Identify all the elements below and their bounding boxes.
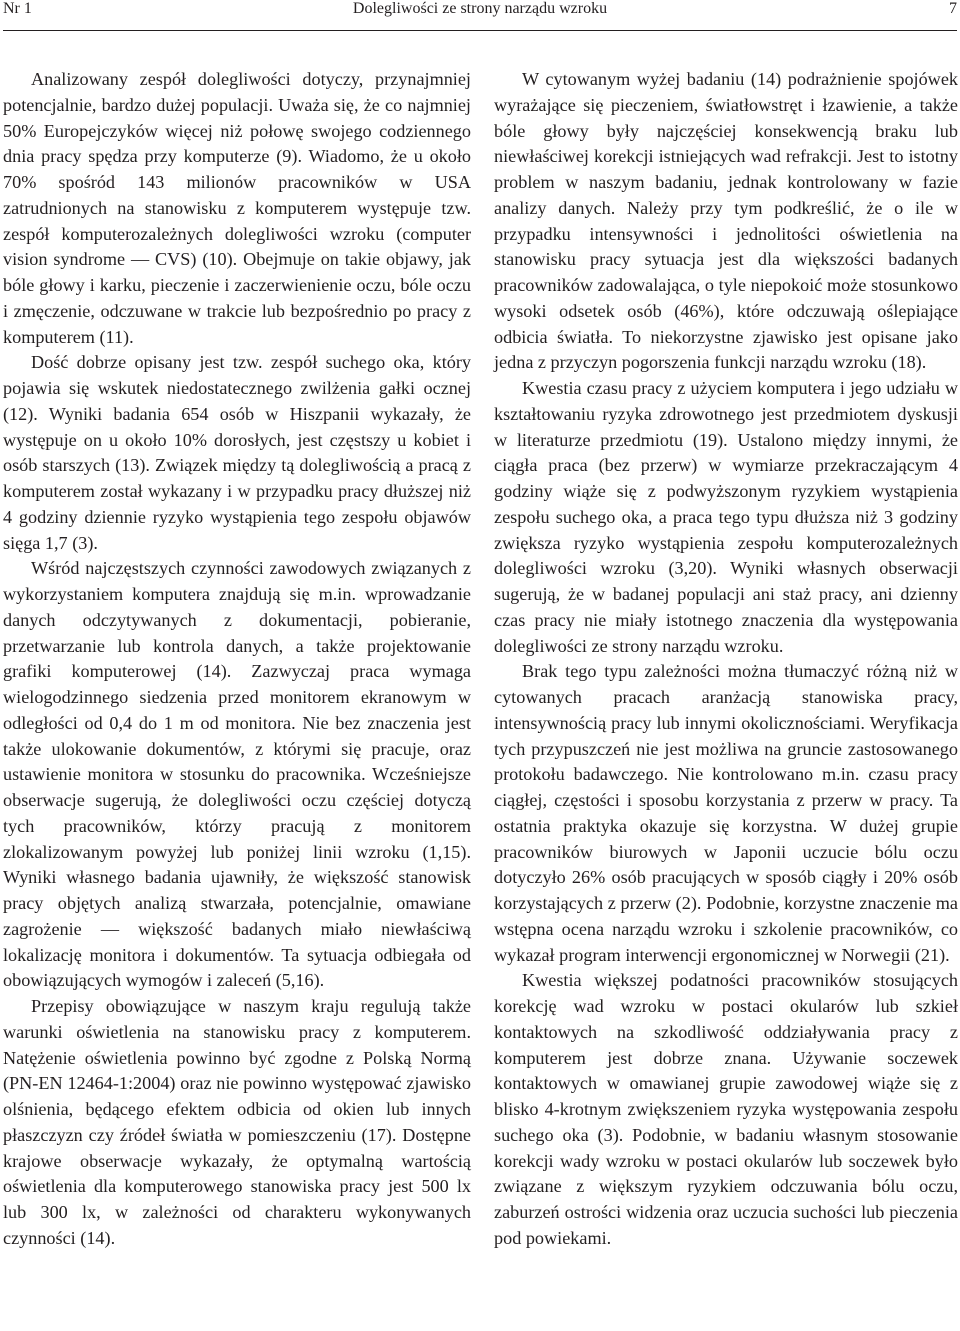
paragraph: Kwestia większej podatności pracowników stosujących korekcję wad wzroku w postaci okularów lub szkieł kontaktowych na szkodliwość oddziaływania pracy z komputerem jest dobrze znana. Używanie soczewek kontaktowych w omawianej grupie zawodowej wiąże się z blisko 4-krotnym zwiększeniem ryzyka występowania zespołu suchego oka (3). Podobnie, w badaniu własnym stosowanie korekcji wady wzroku w postaci okularów lub soczewek było związane z większym ryzykiem odczuwania bólu oczu, zaburzeń ostrości widzenia oraz uczucia suchości lub pieczenia pod powiekami. [494, 970, 958, 1248]
paragraph: W cytowanym wyżej badaniu (14) podrażnienie spojówek wyrażające się pieczeniem, światłowstręt i łzawienie, a także bóle głowy były najczęściej konsekwencją braku lub niewłaściwej korekcji istniejących wad refrakcji. Jest to istotny problem w naszym badaniu, jednak kontrolowany w fazie analizy danych. Należy przy tym podkreślić, że o ile w przypadku intensywności i jednolitości oświetlenia na stanowisku pracy sytuacja jest dla większości badanych pracowników zadowalająca, o tyle niepokoić może stosunkowo wysoki odsetek osób (46%), które odczuwają oślepiające odbicia światła. To niekorzystne zjawisko jest opisane jako jedna z przyczyn pogorszenia funkcji narządu wzroku (18). [494, 69, 958, 373]
right-column [494, 67, 958, 1252]
left-column [3, 67, 471, 1252]
paragraph: Wśród najczęstszych czynności zawodowych związanych z wykorzystaniem komputera znajdują się m.in. wprowadzanie danych odczytywanych z dokumentacji, pobieranie, przetwarzanie lub kontrola danych, a także projektowanie grafiki komputerowej (14). Zazwyczaj praca wymaga wielogodzinnego siedzenia przed monitorem ekranowym w odległości od 0,4 do 1 m od monitora. Nie bez znaczenia jest także ulokowanie dokumentów, z którymi się pracuje, oraz ustawienie monitora w stosunku do pracownika. Wcześniejsze obserwacje sugerują, że dolegliwości oczu częściej dotyczą tych pracowników, którzy pracują z monitorem zlokalizowanym powyżej lub poniżej linii wzroku (1,15). Wyniki własnego badania ujawniły, że większość stanowisk pracy objętych analizą stwarzała, potencjalnie, omawiane zagrożenie — większość badanych miało niewłaściwą lokalizację monitora i dokumentów. Ta sytuacja odbiegała od obowiązujących wymogów i zaleceń (5,16). [3, 558, 471, 991]
running-header [3, 0, 957, 34]
paragraph: Przepisy obowiązujące w naszym kraju regulują także warunki oświetlenia na stanowisku pracy z komputerem. Natężenie oświetlenia powinno być zgodne z Polską Normą (PN-EN 12464-1:2004) oraz nie powinno występować zjawisko olśnienia, będącego efektem odbicia od okien lub innych płaszczyzn czy źródeł światła w pomieszczeniu (17). Dostępne krajowe obserwacje wykazały, że optymalną wartością oświetlenia dla komputerowego stanowiska pracy jest 500 lx lub 300 lx, w zależności od charakteru wykonywanych czynności (14). [3, 996, 471, 1248]
paragraph: Kwestia czasu pracy z użyciem komputera i jego udziału w kształtowaniu ryzyka zdrowotnego jest przedmiotem dyskusji w literaturze przedmiotu (19). Ustalono między innymi, że ciągła praca (bez przerw) w wymiarze przekraczającym 4 godziny wiąże się z podwyższonym ryzykiem wystąpienia zespołu suchego oka, a praca tego typu dłuższa niż 3 godziny zwiększa ryzyko wystąpienia zespołu komputerozależnych dolegliwości wzroku (3,20). Wyniki własnych obserwacji sugerują, że w badanej populacji ani staż pracy, ani dzienny czas pracy nie miały istotnego znaczenia dla występowania dolegliwości ze strony narządu wzroku. [494, 378, 958, 656]
running-title: Dolegliwości ze strony narządu wzroku [352, 0, 608, 17]
issue-number: Nr 1 [3, 0, 32, 17]
page-number: 7 [949, 0, 957, 17]
paragraph: Brak tego typu zależności można tłumaczyć różną niż w cytowanych pracach aranżacją stanowiska pracy, intensywnością pracy lub innymi okolicznościami. Weryfikacja tych przypuszczeń nie jest możliwa na gruncie zastosowanego protokołu badawczego. Nie kontrolowano m.in. czasu pracy ciągłej, częstości i sposobu korzystania z przerw w pracy. Ta ostatnia praktyka okazuje się korzystna. W dużej grupie pracowników biurowych w Japonii uczucie bólu oczu dotyczyło 26% osób pracujących w sposób ciągły i 20% osób korzystających z przerw (2). Podobnie, korzystne znaczenie ma wstępna ocena narządu wzroku i szkolenie pracowników, co wykazał program interwencji ergonomicznej w Norwegii (21). [494, 661, 958, 965]
paragraph: Dość dobrze opisany jest tzw. zespół suchego oka, który pojawia się wskutek niedostatecznego zwilżenia gałki ocznej (12). Wyniki badania 654 osób w Hiszpanii wykazały, że występuje on u około 10% dorosłych, jest częstszy u kobiet i osób starszych (13). Związek między tą dolegliwością a pracą z komputerem został wykazany i w przypadku pracy dłuższej niż 4 godziny dziennie ryzyko wystąpienia tego zespołu objawów sięga 1,7 (3). [3, 352, 471, 553]
paragraph: Analizowany zespół dolegliwości dotyczy, przynajmniej potencjalnie, bardzo dużej populacji. Uważa się, że co najmniej 50% Europejczyków więcej niż połowę swojego codziennego dnia pracy spędza przy komputerze (9). Wiadomo, że u około 70% spośród 143 milionów pracowników w USA zatrudnionych na stanowisku z komputerem występuje tzw. zespół komputerozależnych dolegliwości wzroku (computer vision syndrome — CVS) (10). Obejmuje on takie objawy, jak bóle głowy i karku, pieczenie i zaczerwienienie oczu, bóle oczu i zmęczenie, odczuwane w trakcie lub bezpośrednio po pracy z komputerem (11). [3, 69, 471, 347]
header-rule [3, 30, 957, 31]
